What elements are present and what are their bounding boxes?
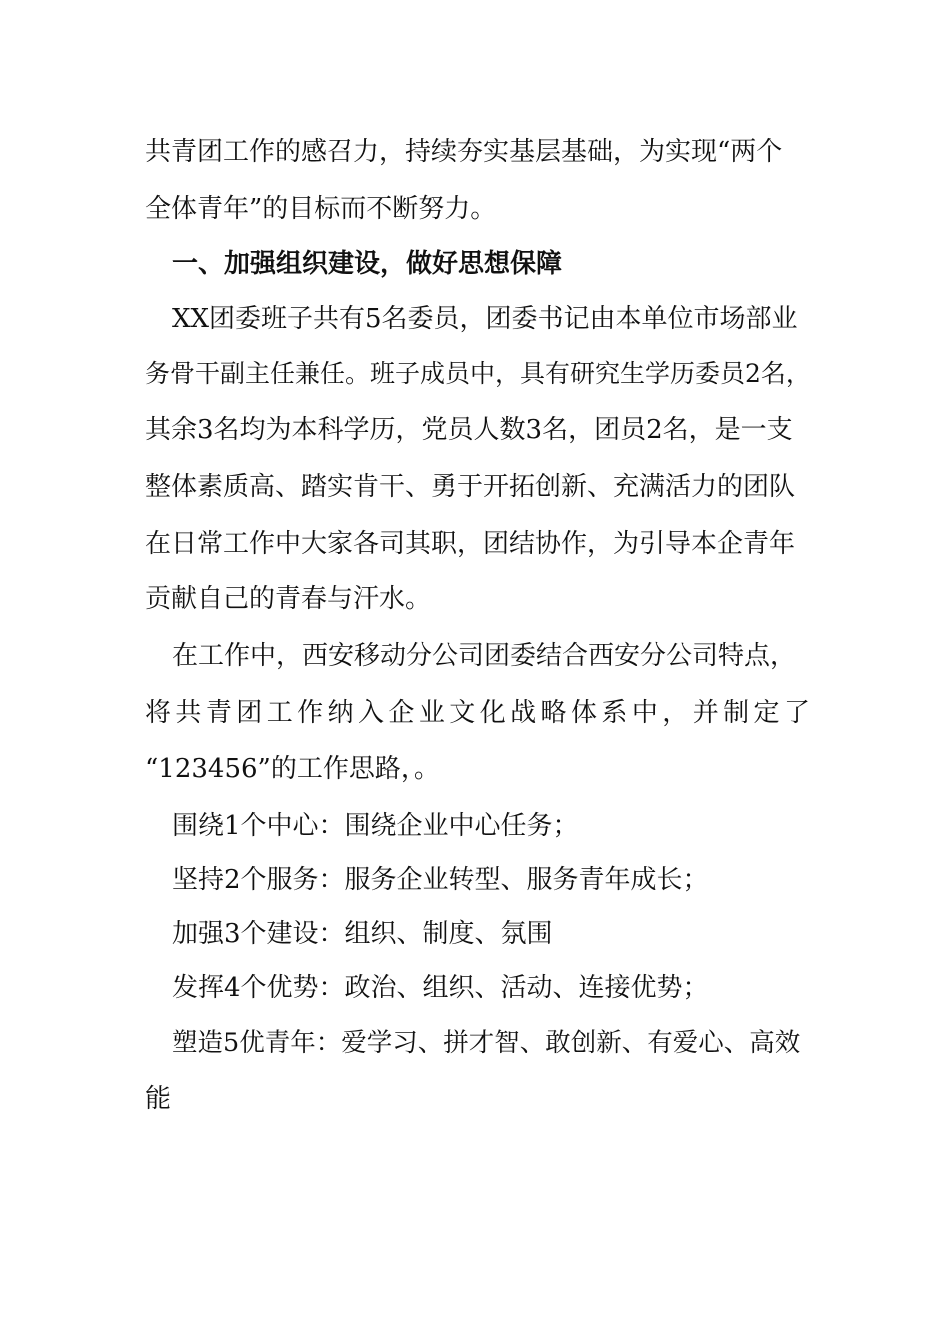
- list-item: 围绕1个中心：围绕企业中心任务；: [172, 811, 579, 841]
- paragraph-line: 务骨干副主任兼任。班子成员中，具有研究生学历委员2名，: [145, 359, 811, 388]
- paragraph-line: “123456”的工作思路，。: [145, 754, 440, 784]
- list-item: 坚持2个服务：服务企业转型、服务青年成长；: [172, 865, 709, 895]
- list-item: 塑造5优青年：爱学习、拼才智、敢创新、有爱心、高效: [172, 1028, 801, 1058]
- paragraph-line: 能: [145, 1084, 172, 1114]
- paragraph-line: 贡献自己的青春与汗水。: [145, 584, 432, 614]
- section-heading: 一、加强组织建设，做好思想保障: [172, 249, 563, 279]
- paragraph-line: 其余3名均为本科学历，党员人数3名，团员2名，是一支: [145, 415, 793, 445]
- paragraph-line: 共青团工作的感召力，持续夯实基层基础，为实现“两个: [145, 137, 783, 167]
- paragraph-line: 在日常工作中大家各司其职，团结协作，为引导本企青年: [145, 529, 796, 559]
- list-item: 加强3个建设：组织、制度、氛围: [172, 919, 553, 949]
- paragraph-line: 在工作中，西安移动分公司团委结合西安分公司特点，: [172, 641, 797, 671]
- paragraph-line: 整体素质高、踏实肯干、勇于开拓创新、充满活力的团队: [145, 472, 796, 502]
- paragraph-line: XX团委班子共有5名委员，团委书记由本单位市场部业: [172, 304, 798, 334]
- paragraph-line: 全体青年”的目标而不断努力。: [145, 194, 497, 224]
- paragraph-line: 将共青团工作纳入企业文化战略体系中，并制定了: [145, 698, 810, 728]
- list-item: 发挥4个优势：政治、组织、活动、连接优势；: [172, 973, 709, 1003]
